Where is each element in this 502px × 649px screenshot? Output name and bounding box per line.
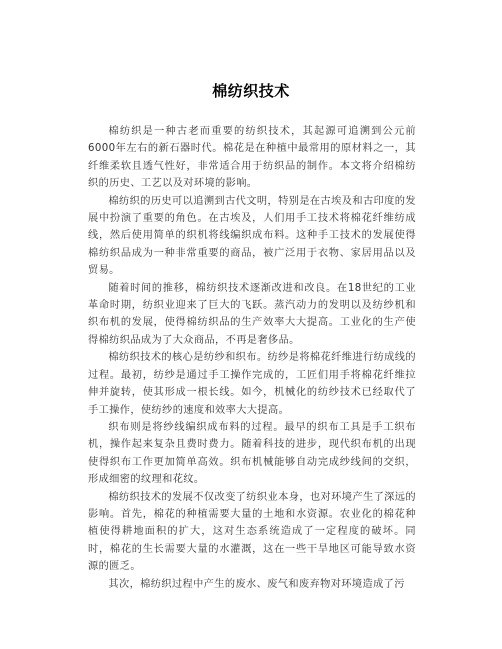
paragraph-7: 其次，棉纺织过程中产生的废水、废气和废弃物对环境造成了污	[108, 578, 405, 590]
document-body	[88, 123, 416, 593]
paragraph-3: 随着时间的推移，棉纺织技术逐渐改进和改良。在18世纪的工业革命时期，纺织业迎来了巨大的飞跃。蒸汽动力的发明以及纺纱机和织布机的发展，使得棉纺织品的生产效率大大提高。工业化的生产使得棉纺织品成为了大众商品，不再是奢侈品。	[88, 282, 416, 346]
paragraph-2: 棉纺织的历史可以追溯到古代文明，特别是在古埃及和古印度的发展中扮演了重要的角色。在古埃及，人们用手工技术将棉花纤维纺成线，然后使用简单的织机将线编织成布料。这种手工技术的发展使得棉纺织品成为一种非常重要的商品，被广泛用于衣物、家居用品以及贸易。	[88, 195, 416, 277]
document-title: 棉纺织技术	[212, 82, 290, 100]
paragraph-6: 棉纺织技术的发展不仅改变了纺织业本身，也对环境产生了深远的影响。首先，棉花的种植需要大量的土地和水资源。农业化的棉花种植使得耕地面积的扩大，这对生态系统造成了一定程度的破坏。同时，棉花的生长需要大量的水灌溉，这在一些干旱地区可能导致水资源的匮乏。	[88, 491, 416, 573]
paragraph-5: 织布则是将纱线编织成布料的过程。最早的织布工具是手工织布机，操作起来复杂且费时费力。随着科技的进步，现代织布机的出现使得织布工作更加简单高效。织布机械能够自动完成纱线间的交织，形成细密的纹理和花纹。	[88, 421, 416, 486]
paragraph-1: 棉纺织是一种古老而重要的纺织技术，其起源可追溯到公元前6000年左右的新石器时代。棉花是在种植中最常用的原材料之一，其纤维柔软且透气性好，非常适合用于纺织品的制作。本文将介绍棉纺织的历史、工艺以及对环境的影响。	[88, 126, 416, 190]
paragraph-4: 棉纺织技术的核心是纺纱和织布。纺纱是将棉花纤维进行纺成线的过程。最初，纺纱是通过手工操作完成的，工匠们用手将棉花纤维拉伸并旋转，使其形成一根长线。如今，机械化的纺纱技术已经取代了手工操作，使纺纱的速度和效率大大提高。	[88, 352, 416, 416]
